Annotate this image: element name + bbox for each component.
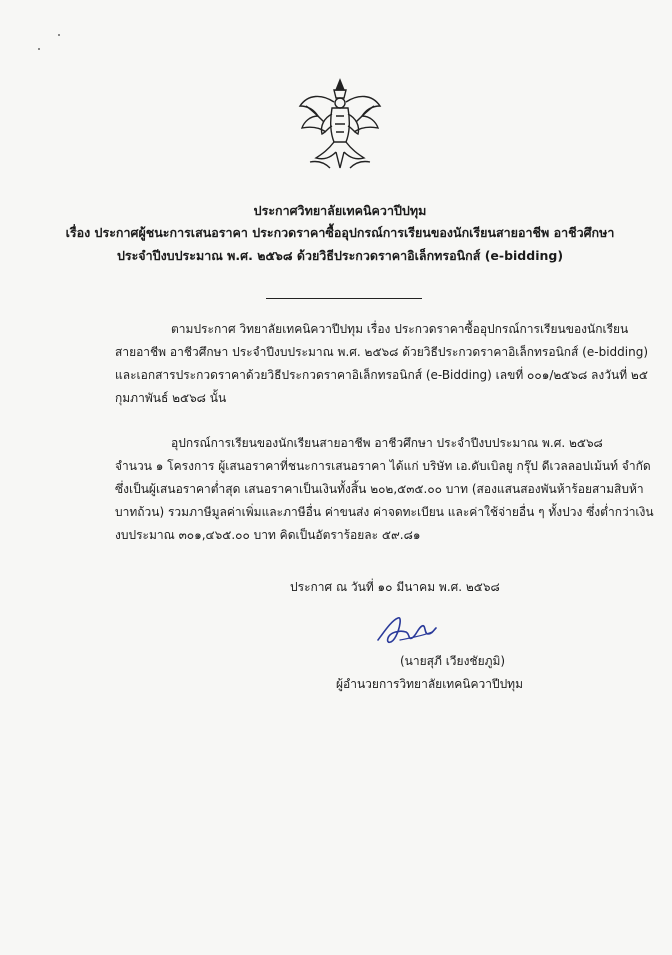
document-subject-continued: ประจำปีงบประมาณ พ.ศ. ๒๕๖๘ ด้วยวิธีประกวดราคาอิเล็กทรอนิกส์ (e-bidding) bbox=[116, 248, 564, 263]
paragraph-1-line: และเอกสารประกวดราคาด้วยวิธีประกวดราคาอิเล็กทรอนิกส์ (e-Bidding) เลขที่ ๐๐๑/๒๕๖๘ ลงวันที่ ๒๕ bbox=[115, 368, 648, 382]
title-divider bbox=[266, 298, 422, 299]
paper-speck bbox=[58, 34, 60, 36]
paragraph-1-line: ตามประกาศ วิทยาลัยเทคนิควาปีปทุม เรื่อง ประกวดราคาซื้ออุปกรณ์การเรียนของนักเรียน bbox=[171, 322, 629, 336]
paragraph-2-line: บาทถ้วน) รวมภาษีมูลค่าเพิ่มและภาษีอื่น ค่าขนส่ง ค่าจดทะเบียน และค่าใช้จ่ายอื่น ๆ ทั้งปวง ซึ่งต่ำกว่าเงิน bbox=[115, 505, 654, 519]
document-title: ประกาศวิทยาลัยเทคนิควาปีปทุม bbox=[253, 203, 427, 218]
announcement-date: ประกาศ ณ วันที่ ๑๐ มีนาคม พ.ศ. ๒๕๖๘ bbox=[290, 580, 500, 594]
signature-image bbox=[370, 610, 440, 650]
signer-title: ผู้อำนวยการวิทยาลัยเทคนิควาปีปทุม bbox=[336, 677, 524, 691]
garuda-emblem-icon bbox=[296, 76, 384, 172]
paragraph-2-line: ซึ่งเป็นผู้เสนอราคาต่ำสุด เสนอราคาเป็นเงินทั้งสิ้น ๒๐๒,๕๓๕.๐๐ บาท (สองแสนสองพันห้าร้อยสามสิบห้า bbox=[115, 482, 644, 496]
paper-speck bbox=[38, 48, 40, 50]
document-subject: เรื่อง ประกาศผู้ชนะการเสนอราคา ประกวดราคาซื้ออุปกรณ์การเรียนของนักเรียนสายอาชีพ อาชีวศึกษา bbox=[65, 225, 615, 240]
paragraph-2-line: อุปกรณ์การเรียนของนักเรียนสายอาชีพ อาชีวศึกษา ประจำปีงบประมาณ พ.ศ. ๒๕๖๘ bbox=[171, 436, 603, 450]
paragraph-2-line: จำนวน ๑ โครงการ ผู้เสนอราคาที่ชนะการเสนอราคา ได้แก่ บริษัท เอ.ดับเบิลยู กรุ๊ป ดีเวลลอปเม้นท์ จำกัด bbox=[115, 459, 651, 473]
paragraph-1-line: กุมภาพันธ์ ๒๕๖๘ นั้น bbox=[115, 391, 227, 405]
paragraph-2-line: งบประมาณ ๓๐๑,๔๖๕.๐๐ บาท คิดเป็นอัตราร้อยละ ๕๙.๘๑ bbox=[115, 528, 421, 542]
signer-name: (นายสุภี เวียงชัยภูมิ) bbox=[400, 654, 506, 668]
paragraph-1-line: สายอาชีพ อาชีวศึกษา ประจำปีงบประมาณ พ.ศ. ๒๕๖๘ ด้วยวิธีประกวดราคาอิเล็กทรอนิกส์ (e-bidding) bbox=[115, 345, 649, 359]
